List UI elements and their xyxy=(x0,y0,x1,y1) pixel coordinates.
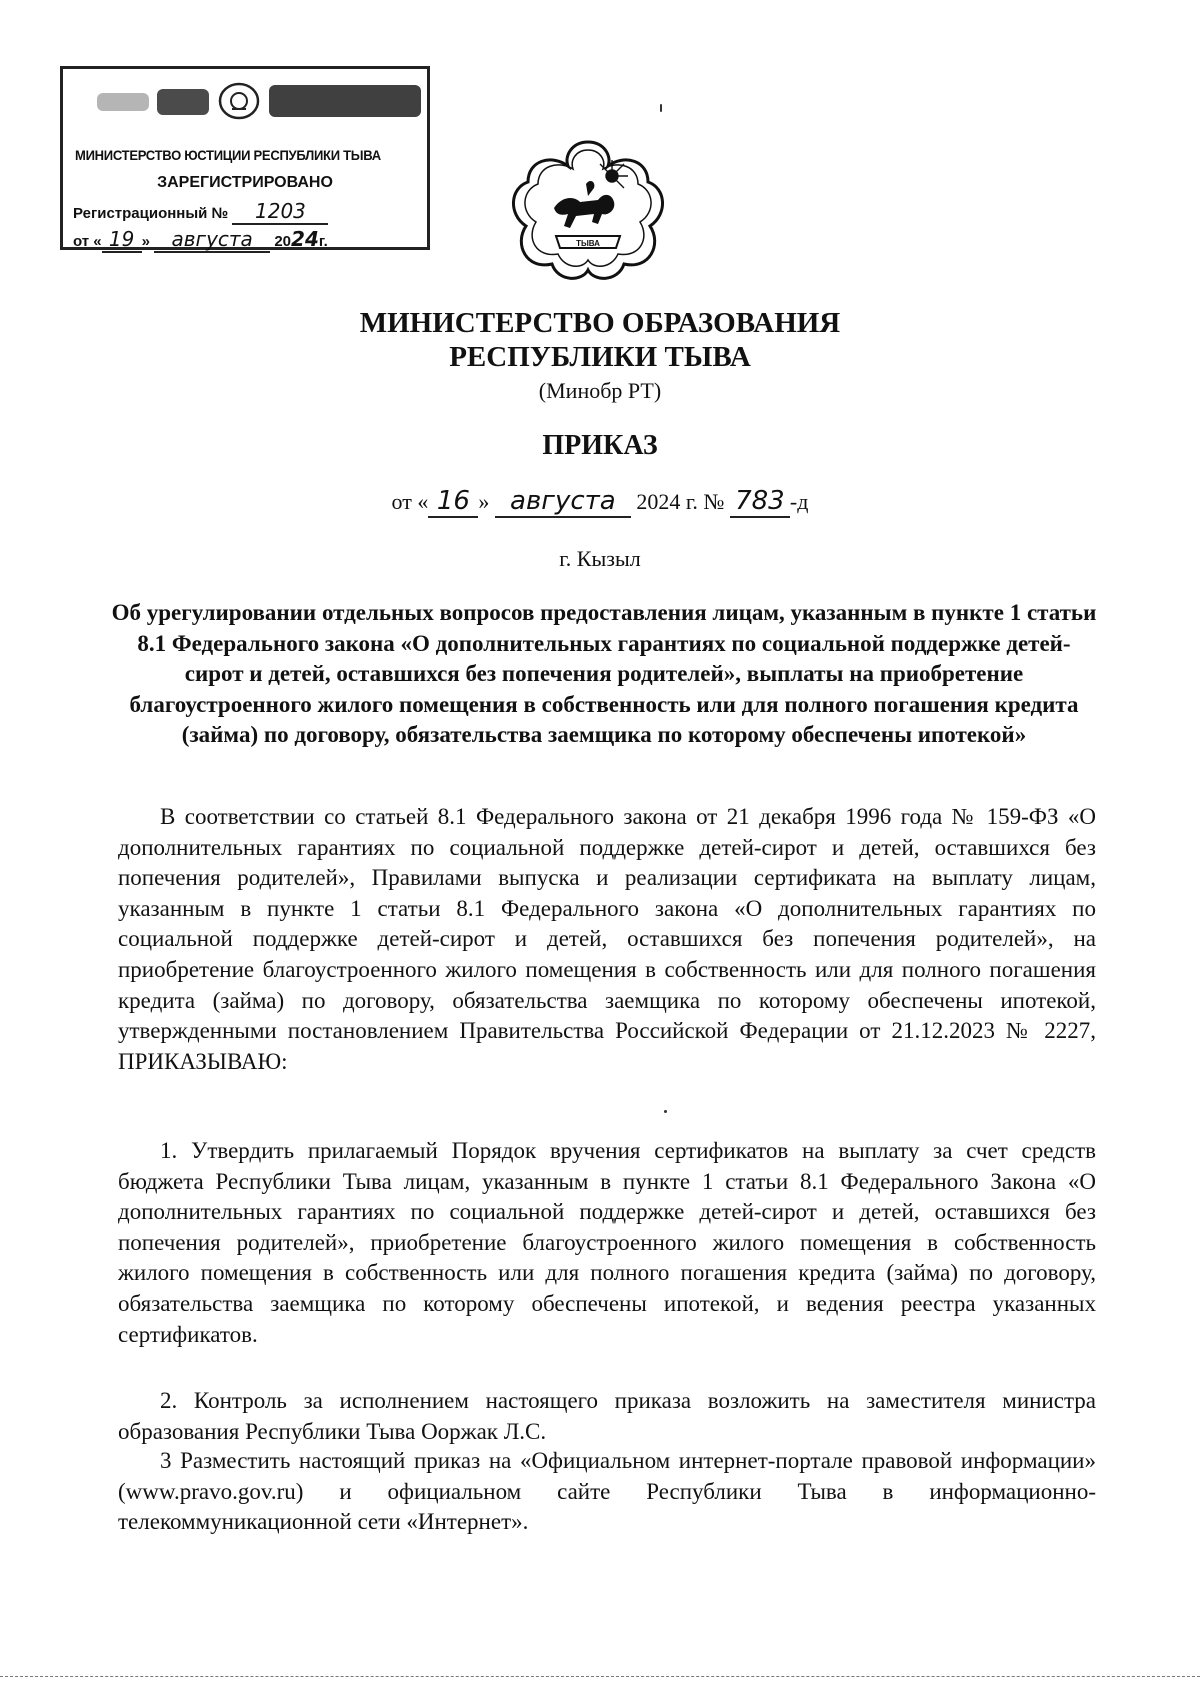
registration-stamp xyxy=(60,66,430,250)
stamp-year-suffix: 24 xyxy=(291,227,319,251)
stamp-emblem-icon xyxy=(217,81,261,121)
stamp-reg-number-line xyxy=(73,199,328,225)
stamp-date-prefix: от « xyxy=(73,233,102,250)
stamp-status: ЗАРЕГИСТРИРОВАНО xyxy=(157,174,333,191)
stamp-day-suffix: » xyxy=(141,233,150,250)
order-month: августа xyxy=(495,486,631,518)
document-type: ПРИКАЗ xyxy=(542,430,658,461)
order-subject: Об урегулировании отдельных вопросов предоставления лицам, указанным в пункте 1 статьи 8.1 Федерального закона «О дополнительных гарантиях по социальной поддержке детей-сирот и детей, оставшихся без попечения родителей», выплаты на приобретение благоустроенного жилого помещения в собственность или для полного погашения кредита (займа) по договору, обязательства заемщика по которому обеспечены ипотекой» xyxy=(111,600,1097,747)
order-date-prefix: от « xyxy=(391,489,429,514)
ministry-title-line2: РЕСПУБЛИКИ ТЫВА xyxy=(449,341,751,373)
city: г. Кызыл xyxy=(559,546,641,571)
order-date-number xyxy=(0,486,1200,518)
page-bottom-edge xyxy=(0,1676,1200,1677)
emblem-label: ТЫВА xyxy=(576,239,600,248)
order-day-suffix: » xyxy=(478,489,490,514)
stamp-ministry-name: МИНИСТЕРСТВО ЮСТИЦИИ РЕСПУБЛИКИ ТЫВА xyxy=(75,147,381,163)
stamp-month: августа xyxy=(154,227,270,253)
stamp-reg-label: Регистрационный № xyxy=(73,205,229,222)
order-day: 16 xyxy=(428,486,478,518)
coat-of-arms-icon xyxy=(508,136,668,282)
order-item-2: 2. Контроль за исполнением настоящего приказа возложить на заместителя министра образования Республики Тыва Ооржак Л.С. xyxy=(118,1388,1096,1444)
order-item-3: 3 Разместить настоящий приказ на «Официальном интернет-портале правовой информации» (www.pravo.gov.ru) и официальном сайте Республики Тыва в информационно-телекоммуникационной сети «Интернет». xyxy=(118,1448,1096,1535)
order-number-suffix: -д xyxy=(789,489,809,514)
stamp-reg-number: 1203 xyxy=(232,199,328,225)
stamp-date-line xyxy=(73,227,328,253)
preamble-paragraph: В соответствии со статьей 8.1 Федерального закона от 21 декабря 1996 года № 159-ФЗ «О дополнительных гарантиях по социальной поддержке детей-сирот и детей, оставшихся без попечения родителей», Правилами выпуска и реализации сертификата на выплату лицам, указанным в пункте 1 статьи 8.1 Федерального закона «О дополнительных гарантиях по социальной поддержке детей-сирот и детей, оставшихся без попечения родителей», на приобретение благоустроенного жилого помещения в собственность или для полного погашения кредита (займа) по договору, обязательства заемщика по которому обеспечены ипотекой, утвержденными постановлением Правительства Российской Федерации от 21.12.2023 № 2227, ПРИКАЗЫВАЮ: xyxy=(118,804,1096,1074)
ministry-title xyxy=(0,306,1200,374)
order-year: 2024 г. № xyxy=(636,489,725,514)
scan-speck xyxy=(660,104,662,112)
stamp-year-end: г. xyxy=(318,233,328,250)
ministry-abbreviation: (Минобр РТ) xyxy=(538,378,662,403)
stamp-header-smudge xyxy=(77,79,413,125)
ministry-title-line1: МИНИСТЕРСТВО ОБРАЗОВАНИЯ xyxy=(359,307,841,339)
order-number: 783 xyxy=(730,486,790,518)
order-item-1: 1. Утвердить прилагаемый Порядок вручения сертификатов на выплату за счет средств бюджета Республики Тыва лицам, указанным в пункте 1 статьи 8.1 Федерального Закона «О дополнительных гарантиях по социальной поддержке детей-сирот и детей, оставшихся без попечения родителей», приобретение благоустроенного жилого помещения в собственность жилого помещения в собственность или для полного погашения кредита (займа) по договору, обязательства заемщика по которому обеспечены ипотекой, и ведения реестра указанных сертификатов. xyxy=(118,1138,1096,1347)
stamp-year-prefix: 20 xyxy=(274,233,292,250)
scan-speck xyxy=(664,1110,667,1113)
stamp-day: 19 xyxy=(102,227,142,253)
